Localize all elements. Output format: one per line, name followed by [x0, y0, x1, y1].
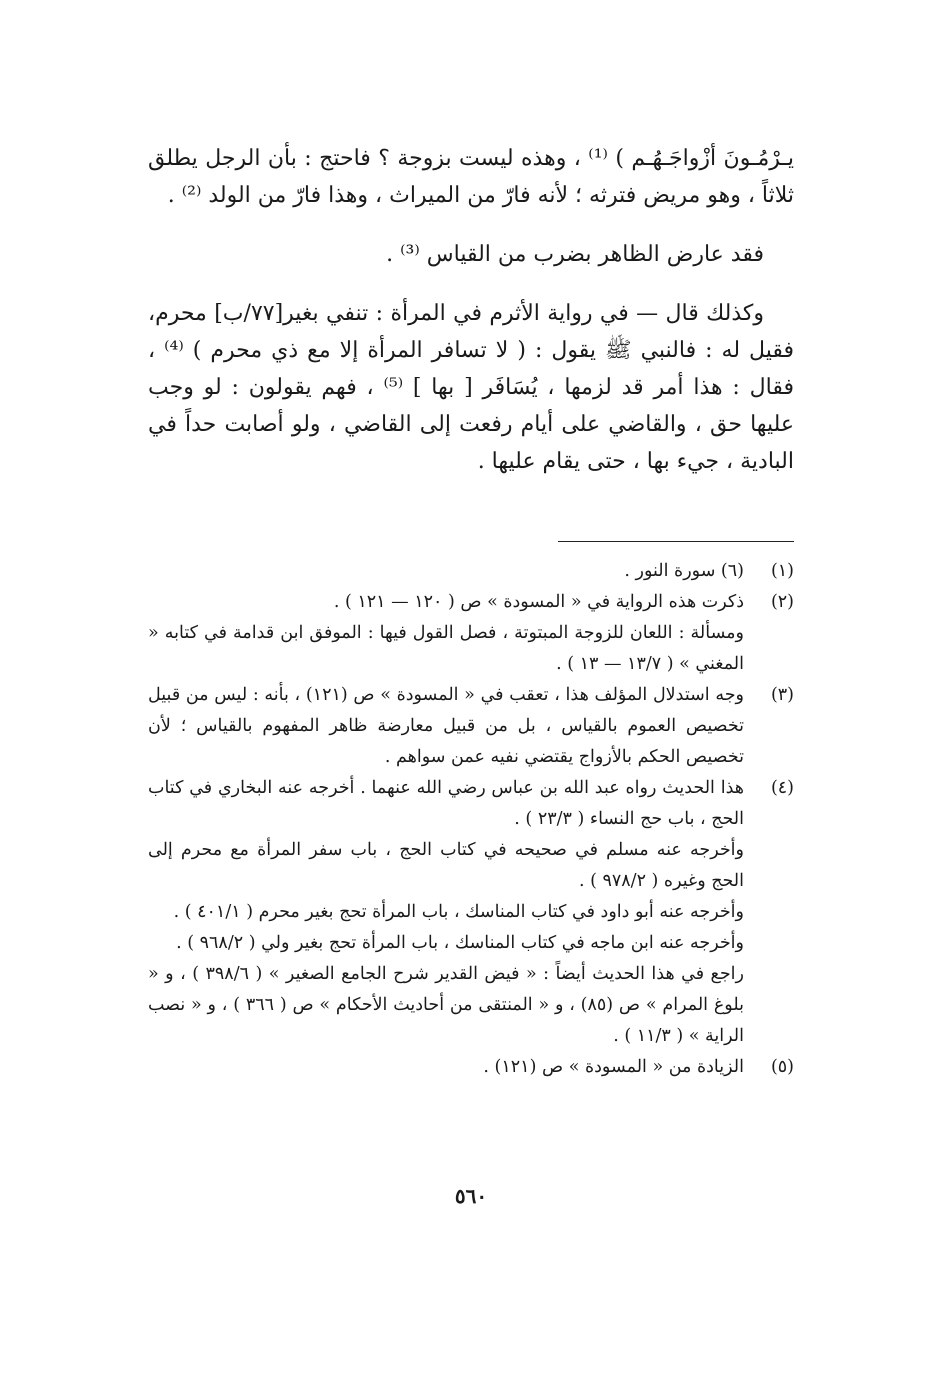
footnote-body [148, 773, 744, 1052]
footnote-body [148, 1052, 744, 1083]
footnote-line: ومسألة : اللعان للزوجة المبتوتة ، فصل القول فيها : الموفق ابن قدامة في كتابه « المغني » ( ١٣/٧ — ١٣ ) . [148, 623, 744, 674]
footnote-body [148, 587, 744, 680]
footnote-line: وأخرجه عنه مسلم في صحيحه في كتاب الحج ، باب سفر المرأة مع محرم إلى الحج وغيره ( ٩٧٨/٢ ) . [148, 840, 744, 891]
footnote-line: وأخرجه عنه ابن ماجه في كتاب المناسك ، باب المرأة تحج بغير ولي ( ٩٦٨/٢ ) . [176, 933, 744, 953]
footnote-number: (٥) [770, 1057, 794, 1077]
footnote-line: ذكرت هذه الرواية في « المسودة » ص ( ١٢٠ — ١٢١ ) . [333, 592, 744, 612]
footnote-line: وأخرجه عنه أبو داود في كتاب المناسك ، باب المرأة تحج بغير محرم ( ٤٠١/١ ) . [173, 902, 744, 922]
footnote-line: الزيادة من « المسودة » ص (١٢١) . [483, 1057, 744, 1077]
paragraph-3: وكذلك قال — في رواية الأثرم في المرأة : تنفي بغير[٧٧/ب] محرم، فقيل له : فالنبي ﷺ يقول : ( لا تسافر المرأة إلا مع ذي محرم ) ⁽⁴⁾ ، فقال : هذا أمر قد لزمها ، يُسَافَر [ بها ] ⁽⁵⁾ ، فهم يقولون : لو وجب عليها حق ، والقاضي على أيام رفعت إلى القاضي ، ولو أصابت حداً في البادية ، جيء بها ، حتى يقام عليها . [148, 301, 795, 474]
footnote-body [148, 556, 744, 587]
footnote-4 [148, 773, 794, 1052]
footnote-number: (١) [770, 561, 794, 581]
footnote-body [148, 680, 744, 773]
footnote-separator [558, 541, 794, 542]
footnote-line: وجه استدلال المؤلف هذا ، تعقب في « المسودة » ص (١٢١) ، بأنه : ليس من قبيل تخصيص العموم بالقياس ، بل من قبيل معارضة ظاهر المفهوم بالقياس ؛ لأن تخصيص الحكم بالأزواج يقتضي نفيه عمن سواهم . [148, 685, 744, 767]
footnote-1 [148, 556, 794, 587]
footnote-3 [148, 680, 794, 773]
paragraph-1: يـرْمُـونَ أزْواجَـهُـم ) ⁽¹⁾ ، وهذه ليست بزوجة ؟ فاحتج : بأن الرجل يطلق ثلاثاً ، وهو مريض فترثه ؛ لأنه فارّ من الميراث ، وهذا فارّ من الولد ⁽²⁾ . [148, 146, 794, 208]
footnote-line: (٦) سورة النور . [624, 561, 744, 581]
footnote-5 [148, 1052, 794, 1083]
footnote-line: هذا الحديث رواه عبد الله بن عباس رضي الله عنهما . أخرجه عنه البخاري في كتاب الحج ، باب حج النساء ( ٢٣/٣ ) . [148, 778, 744, 829]
footnote-2 [148, 587, 794, 680]
footnote-number: (٣) [770, 685, 794, 705]
paragraph-2: فقد عارض الظاهر بضرب من القياس ⁽³⁾ . [386, 242, 764, 267]
footnote-number: (٢) [770, 592, 794, 612]
page-number: ٥٦٠ [454, 1184, 488, 1208]
footnotes [148, 556, 794, 1083]
main-text [148, 140, 794, 480]
footnote-line: راجع في هذا الحديث أيضاً : « فيض القدير شرح الجامع الصغير » ( ٣٩٨/٦ ) ، و « بلوغ المرام » ص (٨٥) ، و « المنتقى من أحاديث الأحكام » ص ( ٣٦٦ ) ، و « نصب الراية » ( ١١/٣ ) . [148, 964, 744, 1046]
footnote-number: (٤) [770, 778, 794, 798]
